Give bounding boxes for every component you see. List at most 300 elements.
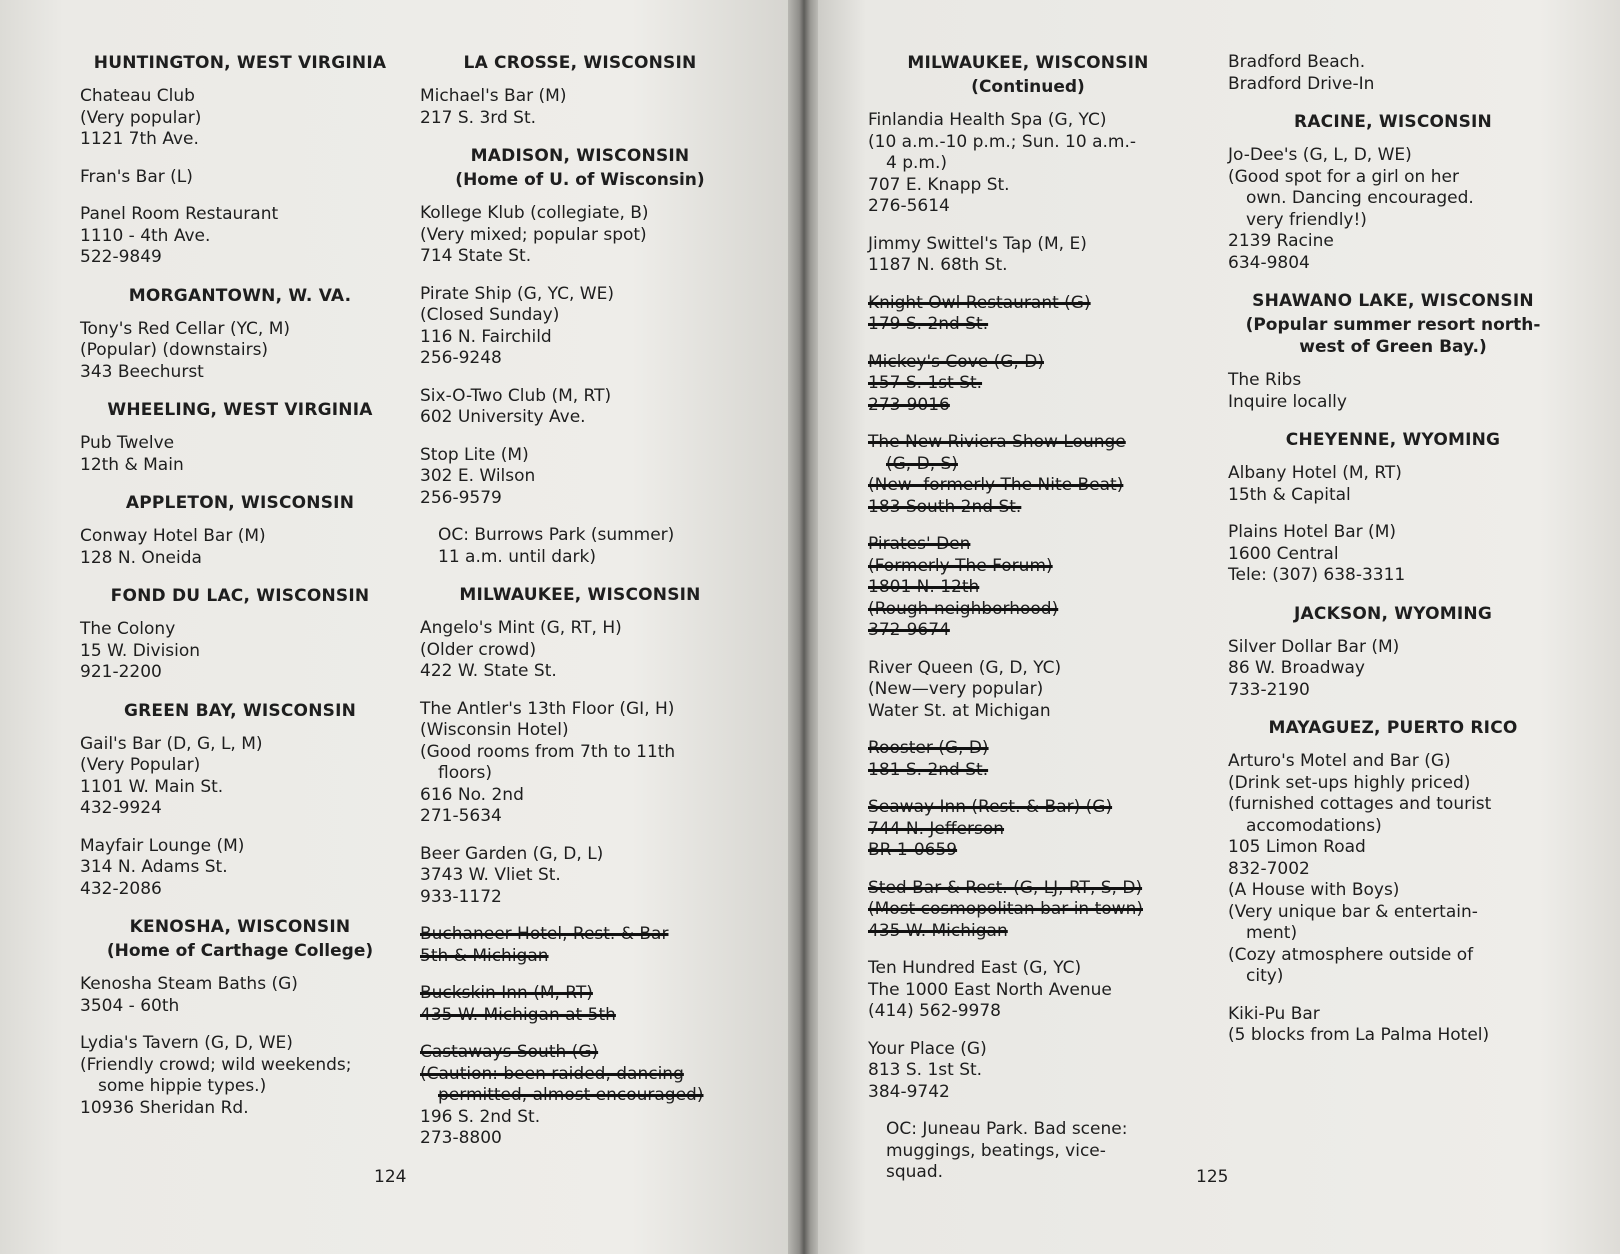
listing-line-row (1228, 392, 1558, 414)
listing-line: 11 a.m. until dark) (438, 546, 596, 567)
listing-entry (868, 234, 1188, 277)
listing-line: Beer Garden (G, D, L) (420, 843, 604, 864)
listing-line-row (420, 386, 740, 408)
listing-line: 86 W. Broadway (1228, 658, 1365, 678)
listing-line: Bradford Beach. (1228, 52, 1366, 72)
listing-line: 432-9924 (80, 798, 162, 818)
listing-line: 105 Limon Road (1228, 837, 1366, 857)
listing-line: Gail's Bar (D, G, L, M) (80, 733, 263, 754)
listing-line: 183 South 2nd St. (868, 496, 1022, 517)
listing-line: 1101 W. Main St. (80, 776, 224, 797)
listing-line-row (1228, 522, 1558, 544)
listing-line-row (868, 1082, 1188, 1104)
listing-line-row (420, 203, 740, 225)
listing-line: The Antler's 13th Floor (GI, H) (420, 698, 675, 719)
listing-line: Arturo's Motel and Bar (G) (1228, 751, 1451, 771)
listing-line: 422 W. State St. (420, 661, 557, 681)
listing-line-row (868, 760, 1188, 782)
listing-line: own. Dancing encouraged. (1246, 188, 1474, 208)
listing-line-row (1228, 658, 1558, 680)
listing-line-row (868, 980, 1188, 1002)
city-heading: MADISON, WISCONSIN (470, 146, 690, 166)
listing-line-row (420, 86, 740, 108)
listing-line: very friendly!) (1246, 209, 1367, 230)
listing-line: 179 S. 2nd St. (868, 314, 989, 334)
listing-line-row (420, 445, 740, 467)
listing-line-row (420, 946, 740, 968)
listing-line: (Very Popular) (80, 755, 201, 775)
listing-line: 921-2200 (80, 662, 162, 682)
city-subheading: west of Green Bay.) (1299, 337, 1487, 357)
listing-line-row (868, 620, 1188, 642)
listing-line-row (420, 887, 740, 909)
listing-line: 714 State St. (420, 246, 532, 266)
listing-line: ment) (1246, 923, 1298, 943)
listing-line-row (1228, 773, 1558, 795)
listing-line-row (868, 819, 1188, 841)
listing-line: Rooster (G, D) (868, 738, 989, 758)
listing-line-row (80, 319, 400, 341)
listing-entry (868, 432, 1188, 518)
city-heading: JACKSON, WYOMING (1294, 603, 1492, 624)
listing-line: Michael's Bar (M) (420, 86, 567, 106)
listing-line-row (80, 662, 400, 684)
listing-line-row (80, 1033, 400, 1055)
listing-line-row (868, 395, 1188, 417)
listing-line-row (420, 661, 740, 683)
listing-line-row (80, 777, 400, 799)
listing-line: The New Riviera Show Lounge (868, 432, 1126, 452)
listing-entry (868, 534, 1188, 642)
listing-line-row (868, 373, 1188, 395)
listing-entry (420, 1107, 740, 1150)
listing-line-row (1228, 145, 1558, 167)
city-section (80, 285, 400, 384)
listing-entry (80, 734, 400, 820)
listing-line-row (80, 1098, 400, 1120)
listing-line: 1187 N. 68th St. (868, 255, 1008, 275)
listing-line-row (420, 407, 740, 429)
listing-line: (414) 562-9978 (868, 1001, 1001, 1021)
listing-line-row (1228, 485, 1558, 507)
listing-line: Panel Room Restaurant (80, 204, 279, 224)
listing-line: (Very unique bar & entertain- (1228, 901, 1478, 922)
listing-entry (1228, 522, 1558, 587)
listing-line: (Good rooms from 7th to 11th (420, 741, 676, 762)
listing-line: 744 N. Jefferson (868, 818, 1005, 839)
listing-line: 813 S. 1st St. (868, 1060, 983, 1080)
listing-line: 1801 N. 12th (868, 577, 980, 597)
listing-line-row (868, 921, 1188, 943)
listing-entry (420, 203, 740, 268)
listing-entry (868, 110, 1188, 218)
listing-line-row (868, 475, 1188, 497)
listing-line: Jo-Dee's (G, L, D, WE) (1228, 145, 1412, 165)
listing-line-row (1228, 1025, 1558, 1047)
listing-line: 1110 - 4th Ave. (80, 225, 211, 246)
listing-line: (A House with Boys) (1228, 880, 1400, 900)
listing-line-row (80, 619, 400, 641)
city-section (1228, 717, 1558, 1047)
listing-line: city) (1246, 966, 1284, 986)
listing-line-row (420, 1107, 740, 1129)
listing-line: 273-9016 (868, 394, 950, 415)
listing-line: Knight Owl Restaurant (G) (868, 292, 1091, 313)
listing-line: Fran's Bar (L) (80, 166, 193, 187)
listing-line: permitted, almost encouraged) (438, 1085, 704, 1105)
listing-line: 2139 Racine (1228, 231, 1334, 251)
listing-line: 15 W. Division (80, 640, 201, 661)
listing-line-row (420, 1042, 740, 1064)
listing-line-row (80, 108, 400, 130)
listing-entry (1228, 1004, 1558, 1047)
city-heading: CHEYENNE, WYOMING (1285, 430, 1501, 450)
listing-line: some hippie types.) (98, 1076, 267, 1096)
listing-line-row (1228, 231, 1558, 253)
listing-line-row (1228, 945, 1558, 967)
listing-line-row (1228, 902, 1558, 924)
listing-line-row (420, 1085, 740, 1107)
listing-line: (Popular) (downstairs) (80, 340, 269, 360)
listing-line-row (868, 797, 1188, 819)
listing-line: 12th & Main (80, 454, 184, 475)
listing-line: Bradford Drive-In (1228, 73, 1375, 94)
city-heading: LA CROSSE, WISCONSIN (463, 53, 697, 73)
listing-line: muggings, beatings, vice- (886, 1140, 1106, 1161)
listing-line-row (1228, 370, 1558, 392)
listing-line-row (1228, 794, 1558, 816)
listing-entry (80, 433, 400, 476)
listing-line: Pub Twelve (80, 433, 175, 453)
city-section (420, 584, 740, 1150)
listing-line: (Friendly crowd; wild weekends; (80, 1054, 352, 1075)
listing-line-row (868, 432, 1188, 454)
city-heading: KENOSHA, WISCONSIN (129, 917, 351, 937)
city-heading: MORGANTOWN, W. VA. (128, 285, 352, 306)
listing-line-row (868, 153, 1188, 175)
listing-line-row (80, 798, 400, 820)
listing-line-row (420, 246, 740, 268)
listing-line-row (868, 255, 1188, 277)
listing-line-row (868, 577, 1188, 599)
listing-line: (Older crowd) (420, 639, 537, 660)
listing-line-row (420, 327, 740, 349)
listing-line-row (80, 433, 400, 455)
listing-line: Silver Dollar Bar (M) (1228, 636, 1400, 657)
city-heading: RACINE, WISCONSIN (1294, 112, 1492, 132)
listing-line: Plains Hotel Bar (M) (1228, 522, 1396, 542)
listing-entry (420, 924, 740, 967)
listing-line-row (420, 806, 740, 828)
listing-entry (868, 958, 1188, 1023)
listing-line: 3504 - 60th (80, 995, 180, 1016)
listing-line-row (80, 548, 400, 570)
listing-line-row (80, 857, 400, 879)
listing-line-row (420, 1128, 740, 1150)
listing-entry (1228, 637, 1558, 702)
listing-line: Kenosha Steam Baths (G) (80, 974, 298, 994)
listing-line-row (868, 1119, 1188, 1141)
listing-line-row (1228, 837, 1558, 859)
listing-line-row (1228, 167, 1558, 189)
listing-line-row (80, 836, 400, 858)
listing-line: Conway Hotel Bar (M) (80, 526, 266, 546)
listing-line: 217 S. 3rd St. (420, 107, 537, 128)
listing-line-row (1228, 188, 1558, 210)
listing-line: 372-9674 (868, 620, 950, 640)
listing-entry (420, 844, 740, 909)
listing-line: 522-9849 (80, 247, 162, 267)
city-section (868, 52, 1188, 1184)
listing-entry (868, 878, 1188, 943)
listing-line: 343 Beechurst (80, 361, 204, 382)
listing-entry (80, 204, 400, 269)
listing-line-row (80, 526, 400, 548)
listing-line-row (868, 679, 1188, 701)
listing-entry (868, 1119, 1188, 1184)
listing-line-row (1228, 463, 1558, 485)
listing-line: (10 a.m.-10 p.m.; Sun. 10 a.m.- (868, 131, 1137, 152)
listing-line: Mickey's Cove (G, D) (868, 351, 1044, 372)
listing-line-row (868, 175, 1188, 197)
city-subheading: (Continued) (971, 77, 1085, 97)
listing-line-row (420, 305, 740, 327)
listing-line-row (420, 488, 740, 510)
listing-entry (420, 983, 740, 1026)
listing-line-row (1228, 680, 1558, 702)
city-section (1228, 111, 1558, 274)
listing-line-row (420, 1005, 740, 1027)
listing-line-row (868, 497, 1188, 519)
listing-line: Tony's Red Cellar (YC, M) (80, 318, 291, 339)
listing-line: 271-5634 (420, 806, 502, 826)
listing-line-row (80, 129, 400, 151)
listing-line-row (868, 352, 1188, 374)
listing-line-row (420, 525, 740, 547)
listing-line: (Most cosmopolitan bar in town) (868, 899, 1143, 919)
listing-line: (Very mixed; popular spot) (420, 224, 647, 245)
listing-line-row (1228, 880, 1558, 902)
listing-line-row (868, 293, 1188, 315)
listing-line-row (420, 699, 740, 721)
listing-line-row (420, 108, 740, 130)
listing-line: accomodations) (1246, 815, 1382, 836)
page-number: 124 (374, 1167, 407, 1187)
listing-line-row (80, 204, 400, 226)
listing-line: 733-2190 (1228, 679, 1310, 700)
listing-line: Chateau Club (80, 86, 195, 106)
city-heading: HUNTINGTON, WEST VIRGINIA (93, 53, 387, 73)
listing-entry (420, 86, 740, 129)
listing-line: 276-5614 (868, 196, 950, 216)
listing-entry (80, 526, 400, 569)
city-section (1228, 52, 1558, 95)
listing-line: The 1000 East North Avenue (868, 979, 1112, 1000)
listing-line: Finlandia Health Spa (G, YC) (868, 110, 1107, 130)
listing-entry (1228, 751, 1558, 988)
listing-line: OC: Juneau Park. Bad scene: (886, 1119, 1128, 1139)
listing-line: floors) (438, 763, 492, 783)
listing-line: (Very popular) (80, 107, 202, 128)
city-heading: MILWAUKEE, WISCONSIN (459, 585, 701, 605)
listing-line-row (1228, 966, 1558, 988)
listing-line-row (420, 763, 740, 785)
listing-line-row (420, 785, 740, 807)
listing-line-row (868, 958, 1188, 980)
city-section (80, 52, 400, 269)
city-section (1228, 290, 1558, 413)
listing-line: Water St. at Michigan (868, 700, 1051, 721)
listing-line: 256-9579 (420, 487, 502, 508)
listing-line-row (80, 247, 400, 269)
listing-line-row (80, 340, 400, 362)
city-heading: GREEN BAY, WISCONSIN (123, 700, 357, 721)
listing-line: (Cozy atmosphere outside of (1228, 944, 1474, 965)
listing-entry (80, 836, 400, 901)
city-subheading: (Home of U. of Wisconsin) (455, 170, 705, 190)
listing-line: Castaways South (G) (420, 1042, 599, 1062)
page-number: 125 (1196, 1167, 1229, 1187)
listing-entry (1228, 463, 1558, 506)
listing-line: OC: Burrows Park (summer) (438, 525, 675, 545)
listing-entry (868, 797, 1188, 862)
listing-line-row (1228, 565, 1558, 587)
listing-line-row (420, 618, 740, 640)
listing-line: (5 blocks from La Palma Hotel) (1228, 1025, 1490, 1045)
listing-line-row (868, 840, 1188, 862)
listing-line-row (868, 132, 1188, 154)
listing-line: 384-9742 (868, 1081, 950, 1102)
listing-entry (1228, 52, 1558, 95)
listing-line-row (80, 1055, 400, 1077)
listing-entry (1228, 370, 1558, 413)
listing-line-row (868, 534, 1188, 556)
listing-entry (80, 86, 400, 151)
listing-line-row (80, 226, 400, 248)
listing-line-row (420, 640, 740, 662)
listing-line: 602 University Ave. (420, 407, 586, 427)
city-section (1228, 603, 1558, 702)
listing-line: 273-8800 (420, 1128, 502, 1148)
listing-entry (80, 319, 400, 384)
listing-line: 157 S. 1st St. (868, 373, 983, 393)
city-section (420, 52, 740, 129)
listing-line: 1121 7th Ave. (80, 129, 199, 149)
listing-line-row (420, 547, 740, 569)
listing-line: 116 N. Fairchild (420, 326, 552, 347)
listing-line: Pirate Ship (G, YC, WE) (420, 283, 614, 304)
city-heading: MILWAUKEE, WISCONSIN (907, 53, 1149, 73)
listing-entry (420, 386, 740, 429)
listing-line-row (420, 924, 740, 946)
listing-line-row (80, 755, 400, 777)
listing-line: Buchaneer Hotel, Rest. & Bar (420, 924, 669, 944)
listing-line-row (1228, 74, 1558, 96)
listing-line: (Closed Sunday) (420, 305, 560, 325)
listing-line: 10936 Sheridan Rd. (80, 1097, 249, 1118)
listing-entry (1228, 145, 1558, 274)
listing-line-row (1228, 1004, 1558, 1026)
listing-line: 832-7002 (1228, 858, 1310, 879)
listing-line: 314 N. Adams St. (80, 857, 228, 877)
listing-line: 128 N. Oneida (80, 547, 202, 568)
listing-line-row (868, 110, 1188, 132)
city-section (80, 585, 400, 684)
listing-line-row (1228, 544, 1558, 566)
listing-line-row (420, 1064, 740, 1086)
listing-line: squad. (886, 1162, 944, 1182)
column-4 (1228, 52, 1558, 1063)
listing-line: (Drink set-ups highly priced) (1228, 772, 1471, 793)
listing-line: BR 1-0659 (868, 840, 958, 860)
listing-line: 933-1172 (420, 886, 502, 907)
listing-line: The Colony (80, 619, 176, 639)
listing-line-row (868, 234, 1188, 256)
listing-line-row (80, 641, 400, 663)
listing-line: (Formerly The Forum) (868, 555, 1053, 576)
listing-line: 634-9804 (1228, 252, 1310, 273)
city-section (80, 399, 400, 476)
listing-line-row (868, 454, 1188, 476)
listing-line-row (1228, 751, 1558, 773)
city-subheading: (Home of Carthage College) (106, 941, 374, 961)
listing-line: (New—very popular) (868, 679, 1044, 699)
listing-line-row (80, 879, 400, 901)
listing-entry (80, 167, 400, 189)
column-1 (80, 52, 400, 1135)
listing-line-row (80, 455, 400, 477)
city-section (420, 145, 740, 568)
listing-line-row (868, 1001, 1188, 1023)
listing-line-row (420, 225, 740, 247)
listing-line-row (868, 314, 1188, 336)
listing-entry (420, 284, 740, 370)
city-heading: FOND DU LAC, WISCONSIN (110, 586, 370, 606)
listing-line: Seaway Inn (Rest. & Bar) (G) (868, 797, 1113, 817)
listing-line-row (868, 1060, 1188, 1082)
listing-line: Kiki-Pu Bar (1228, 1003, 1320, 1024)
listing-line-row (80, 974, 400, 996)
listing-line: 435 W. Michigan (868, 920, 1008, 941)
listing-line: Mayfair Lounge (M) (80, 835, 245, 856)
listing-line-row (868, 1141, 1188, 1163)
listing-line-row (868, 899, 1188, 921)
listing-line-row (868, 599, 1188, 621)
listing-line: (Caution: been raided, dancing (420, 1063, 684, 1084)
listing-entry (80, 619, 400, 684)
listing-line-row (420, 983, 740, 1005)
book-gutter (788, 0, 820, 1254)
listing-line: 196 S. 2nd St. (420, 1106, 541, 1127)
listing-line: Six-O-Two Club (M, RT) (420, 385, 612, 406)
listing-line: Angelo's Mint (G, RT, H) (420, 618, 622, 638)
listing-entry (868, 738, 1188, 781)
listing-line: Albany Hotel (M, RT) (1228, 463, 1402, 483)
listing-line-row (420, 844, 740, 866)
page-125 (818, 0, 1620, 1254)
listing-line-row (420, 466, 740, 488)
listing-line: 3743 W. Vliet St. (420, 865, 561, 885)
listing-line-row (1228, 210, 1558, 232)
city-section (80, 916, 400, 1119)
listing-line: The Ribs (1228, 370, 1302, 390)
listing-line: (furnished cottages and tourist (1228, 794, 1492, 814)
listing-line-row (868, 701, 1188, 723)
listing-line-row (420, 865, 740, 887)
listing-line-row (80, 167, 400, 189)
city-heading: APPLETON, WISCONSIN (125, 493, 355, 513)
city-section (80, 492, 400, 569)
